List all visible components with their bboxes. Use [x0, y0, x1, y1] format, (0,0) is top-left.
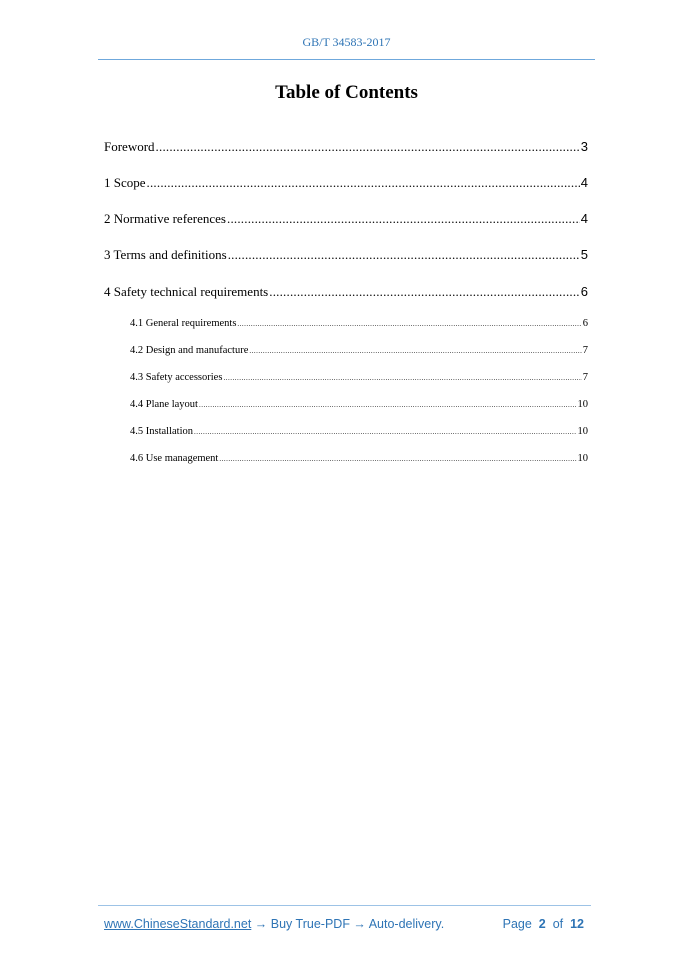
- toc-leader-dots: [269, 284, 580, 300]
- toc-leader-dots: [156, 139, 580, 155]
- toc-entry-label: 3 Terms and definitions: [104, 247, 227, 262]
- page-title: Table of Contents: [275, 82, 418, 103]
- arrow-icon: →: [349, 917, 369, 931]
- toc-entry-plane-layout[interactable]: [130, 399, 588, 410]
- toc-entry-installation[interactable]: [130, 426, 588, 437]
- chinese-standard-link[interactable]: www.ChineseStandard.net: [104, 917, 252, 931]
- toc-entry-label: 4.4 Plane layout: [130, 399, 198, 410]
- toc-leader-dots: [237, 320, 581, 328]
- toc-entry-normative-references[interactable]: [104, 211, 588, 227]
- toc-entry-label: 4.5 Installation: [130, 426, 193, 437]
- toc-leader-dots: [249, 347, 581, 355]
- current-page: 2: [538, 917, 546, 931]
- toc-entry-label: 4.6 Use management: [130, 453, 219, 464]
- toc-entry-use-management[interactable]: [130, 453, 588, 464]
- header-divider: [98, 59, 595, 60]
- toc-entry-page: 3: [580, 139, 588, 154]
- auto-delivery-text: Auto-delivery.: [368, 917, 445, 931]
- toc-entry-design-and-manufacture[interactable]: [130, 345, 588, 356]
- toc-entry-safety-accessories[interactable]: [130, 372, 588, 383]
- buy-true-pdf-text: Buy True-PDF: [270, 917, 350, 931]
- total-pages: 12: [570, 917, 584, 931]
- toc-entry-page: 6: [582, 318, 588, 329]
- toc-entry-label: 4 Safety technical requirements: [104, 284, 269, 299]
- of-label: of: [552, 917, 564, 931]
- toc-entry-page: 5: [580, 247, 588, 262]
- toc-entry-scope[interactable]: [104, 175, 588, 191]
- toc-leader-dots: [147, 175, 580, 191]
- toc-entry-page: 10: [577, 426, 588, 437]
- toc-entry-foreword[interactable]: [104, 139, 588, 155]
- footer-promo: [104, 917, 444, 931]
- toc-entry-label: Foreword: [104, 139, 155, 154]
- footer-divider: [98, 905, 591, 906]
- toc-entry-page: 10: [577, 453, 588, 464]
- toc-entry-label: 4.1 General requirements: [130, 318, 237, 329]
- toc-entry-page: 10: [577, 399, 588, 410]
- toc-leader-dots: [219, 455, 576, 463]
- toc-entry-page: 7: [582, 372, 588, 383]
- toc-leader-dots: [227, 211, 580, 227]
- toc-entry-page: 4: [580, 211, 588, 226]
- page-label: Page: [502, 917, 532, 931]
- page-header: GB/T 34583-2017: [302, 35, 391, 49]
- toc-entry-label: 4.2 Design and manufacture: [130, 345, 249, 356]
- toc-entry-page: 6: [580, 284, 588, 299]
- page-number: [503, 917, 584, 931]
- toc-entry-terms-and-definitions[interactable]: [104, 247, 588, 263]
- toc-entry-label: 1 Scope: [104, 175, 146, 190]
- toc-entry-general-requirements[interactable]: [130, 318, 588, 329]
- toc-leader-dots: [199, 401, 577, 409]
- toc-entry-label: 4.3 Safety accessories: [130, 372, 223, 383]
- toc-entry-label: 2 Normative references: [104, 211, 226, 226]
- toc-entry-safety-technical-requirements[interactable]: [104, 284, 588, 300]
- toc-entry-page: 4: [580, 175, 588, 190]
- toc-leader-dots: [228, 247, 580, 263]
- toc-leader-dots: [223, 374, 581, 382]
- toc-entry-page: 7: [582, 345, 588, 356]
- arrow-icon: →: [251, 917, 271, 931]
- toc-leader-dots: [194, 428, 577, 436]
